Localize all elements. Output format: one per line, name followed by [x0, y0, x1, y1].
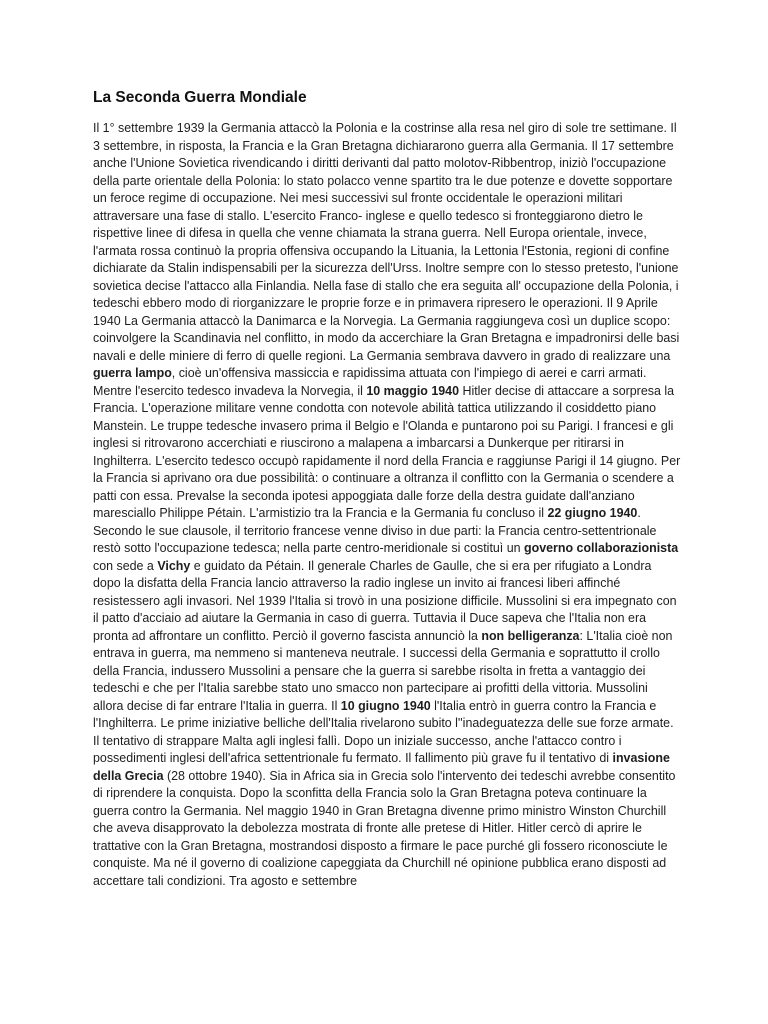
bold-text-run: 10 giugno 1940	[340, 698, 431, 713]
text-run: Hitler decise di attaccare a sorpresa la Francia. L'operazione militare venne condotta con notevole abilità tattica utilizzando il cosiddetto piano Manstein. Le truppe tedesche invasero prima il Belgio e l'Olanda e puntarono poi su Parigi. I francesi e gli inglesi si ritrovarono accerchiati e riuscirono a malapena a imbarcarsi a Dunkerque per ritirarsi in Inghilterra. L'esercito tedesco occupò rapidamente il nord della Francia e raggiunse Parigi il 14 giugno. Per la Francia si aprivano ora due possibilità: o continuare a oltranza il conflitto con la Germania o scendere a patti con essa. Prevalse la seconda ipotesi appoggiata dalle forze della destra guidate dall'anziano maresciallo Philippe Pétain. L'armistizio tra la Francia e la Germania fu concluso il	[93, 383, 681, 520]
bold-text-run: invasione della Grecia	[93, 751, 670, 783]
document-title: La Seconda Guerra Mondiale	[93, 89, 307, 106]
bold-text-run: 22 giugno 1940	[547, 506, 638, 520]
text-run: . Secondo le sue clausole, il territorio francese venne diviso in due parti: la Francia centro-settentrionale restò sotto l'occupazione tedesca; nella parte centro-meridionale si costituì un	[93, 506, 657, 555]
bold-text-run: guerra lampo	[93, 366, 172, 380]
bold-text-run: non belligeranza	[481, 628, 580, 643]
text-run: Il 1° settembre 1939 la Germania attaccò la Polonia e la costrinse alla resa nel giro di sole tre settimane. Il 3 settembre, in risposta, la Francia e la Gran Bretagna dichiararono guerra alla Germania. Il 17 settembre anche l'Unione Sovietica rivendicando i diritti derivanti dal patto molotov-Ribbentrop, iniziò l'occupazione della parte orientale della Polonia: lo stato polacco venne spartito tra le due potenze e dovette sopportare un feroce regime di occupazione. Nei mesi successivi sul fronte occidentale le operazioni militari attraversare una fase di stallo. L'esercito Franco- inglese e quello tedesco si fronteggiarono dietro le rispettive linee di difesa in quella che venne chiamata la strana guerra. Nell Europa orientale, invece, l'armata rossa continuò la propria offensiva occupando la Lituania, la Lettonia l'Estonia, regioni di confine dichiarate da Stalin indispensabili per la sicurezza dell'Urss. Inoltre sempre con lo stesso pretesto, l'unione sovietica decise l'attacco alla Finlandia. Nella fase di stallo che era seguita all' occupazione della Polonia, i tedeschi ebbero modo di riorganizzare le proprie forze e in primavera ripresero le operazioni. Il 9 Aprile 1940 La Germania attaccò la Danimarca e la Norvegia. La Germania raggiungeva così un duplice scopo: coinvolgere la Scandinavia nel conflitto, in modo da accerchiare la Gran Bretagna e impadronirsi delle basi navali e delle miniere di ferro di quelle regioni. La Germania sembrava davvero in grado di realizzare una	[93, 121, 680, 363]
text-run: , cioè un'offensiva massiccia e rapidissima attuata con l'impiego di aerei e carri armati. Mentre l'esercito tedesco invadeva la Norvegia, il	[93, 366, 647, 398]
text-run: e guidato da Pétain. Il generale Charles de Gaulle, che si era per rifugiato a Londra dopo la disfatta della Francia lancio attraverso la radio inglese un invito ai francesi liberi affinché resistessero agli invasori. Nel 1939 l'Italia si trovò in una posizione difficile. Mussolini si era impegnato con il patto d'acciaio ad aiutare la Germania in caso di guerra. Tuttavia il Duce sapeva che l'Italia non era pronta ad affrontare un conflitto. Perciò il governo fascista annunciò la	[93, 558, 677, 643]
text-run: con sede a	[93, 558, 158, 573]
document-body-paragraph	[93, 120, 681, 890]
text-run: : L'Italia cioè non entrava in guerra, ma nemmeno si manteneva neutrale. I successi della Germania e soprattutto il crollo della Francia, indussero Mussolini a pensare che la guerra si sarebbe risolta in fretta a vantaggio dei tedeschi e che per l'Italia sarebbe stato uno smacco non partecipare ai profitti della vittoria. Mussolini allora decise di far entrare l'Italia in guerra. Il	[93, 628, 673, 713]
bold-text-run: Vichy	[157, 558, 191, 573]
bold-text-run: 10 maggio 1940	[366, 383, 460, 398]
text-run: l'Italia entrò in guerra contro la Francia e l'Inghilterra. Le prime iniziative belliche dell'Italia rivelarono subito l''inadeguatezza delle sue forze armate. Il tentativo di strappare Malta agli inglesi fallì. Dopo un iniziale successo, anche l'attacco contro i possedimenti inglesi dell'africa settentrionale fu fermato. Il fallimento più grave fu il tentativo di	[93, 698, 674, 765]
bold-text-run: governo collaborazionista	[524, 541, 679, 555]
text-run: (28 ottobre 1940). Sia in Africa sia in Grecia solo l'intervento dei tedeschi avrebbe consentito di riprendere la conquista. Dopo la sconfitta della Francia solo la Gran Bretagna poteva continuare la guerra contro la Germania. Nel maggio 1940 in Gran Bretagna divenne primo ministro Winston Churchill che aveva disapprovato la debolezza mostrata di fronte alle pretese di Hitler. Hitler cercò di aprire le trattative con la Gran Bretagna, mostrandosi disposto a firmare le pace purché gli fossero riconosciute le conquiste. Ma né il governo di coalizione capeggiata da Churchill né opinione pubblica erano disposti ad accettare tali condizioni. Tra agosto e settembre	[93, 768, 676, 888]
